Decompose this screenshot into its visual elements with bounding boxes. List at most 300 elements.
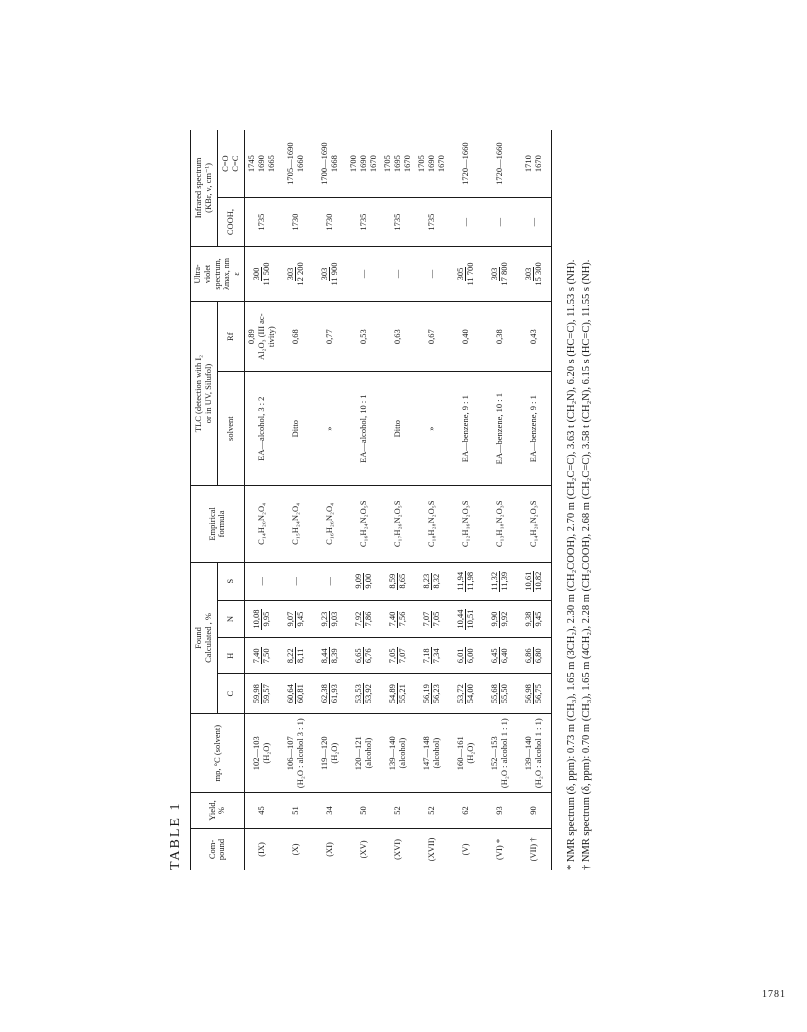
nitrogen-found: 7,40 [386,611,397,627]
solvent-cell [313,372,347,486]
rf-cell [517,302,552,372]
solvent-value: EA—benzene, 9 : 1 [527,395,538,463]
hydrogen-found: 7,05 [386,648,397,664]
table-row [347,130,381,870]
table-body [244,130,551,870]
yield-value: 50 [357,806,368,815]
mp-cell [244,714,279,793]
formula-cell [381,485,415,562]
carbon-found: 56,19 [420,684,431,704]
yield-value: 62 [459,806,470,815]
mp-value: 147—148 [421,736,432,771]
carbon-found: 54,89 [386,684,397,704]
mp-solvent: (H₂O : alcohol 1 : 1) [498,718,509,789]
yield-cell [244,793,279,829]
rf-cell [279,302,313,372]
compound-cell [279,828,313,870]
yield-cell [415,793,449,829]
mp-solvent: (H₂O) [464,742,475,764]
co-cc-value: 1745 1690 1665 [246,155,276,173]
page-number: 1781 [762,989,786,1000]
uv-found: 303 [318,267,329,281]
header-uv: Ultra- violet spectrum, λmax, nm ε [191,246,245,301]
compound-label: (VII) † [527,837,538,862]
nitrogen-found: 9,38 [522,611,533,627]
carbon-calculated: 54,00 [465,684,476,704]
carbon-calculated: 53,92 [363,684,374,704]
carbon-calculated: 56,75 [533,684,544,704]
sulfur-found: 8,23 [420,573,431,589]
co-cc-cell [347,130,381,198]
header-rf: Rf [217,302,244,372]
mp-solvent: (alcohol) [396,737,407,769]
n-cell [483,600,517,638]
rf-value: 0,43 [527,329,538,345]
carbon-fraction [388,683,409,704]
solvent-value: Ditto [391,419,402,438]
sulfur: — [323,576,334,586]
formula-cell [313,485,347,562]
solvent-cell [244,372,279,486]
cooh-cell [313,198,347,247]
co-cc-value: 1700—1690 1668 [319,142,339,185]
rf-value: 0,68 [289,329,300,345]
sulfur-fraction [388,573,409,590]
mp-value: 139—140 [523,736,534,771]
uv-cell [279,246,313,301]
yield-value: 90 [527,806,538,815]
uv: — [357,269,368,279]
formula-cell [415,485,449,562]
header-formula: Empirical formula [191,485,245,562]
solvent-value: EA—alcohol, 10 : 1 [357,394,368,463]
compound-label: (XVI) [391,839,402,860]
formula-value: C₁₈H₂₈N₂O₅S [425,500,436,548]
header-compound: Com- pound [206,838,227,861]
data-table [190,130,552,870]
c-cell [244,674,279,714]
carbon-fraction [252,683,273,704]
yield-value: 51 [289,806,300,815]
mp-solvent: (H₂O) [260,742,271,764]
compound-cell [313,828,347,870]
header-cooh: COOH, [217,198,244,247]
carbon-fraction [286,683,307,704]
h-cell [244,638,279,674]
yield-cell [279,793,313,829]
c-cell [347,674,381,714]
compound-label: (XI) [323,842,334,857]
sulfur-fraction [456,571,477,592]
hydrogen-calculated: 8,39 [329,648,340,664]
hydrogen-found: 6,65 [352,648,363,664]
co-cc-cell [415,130,449,198]
header-mp: mp, °C (solvent) [191,714,245,793]
cooh-cell [279,198,313,247]
solvent-cell [381,372,415,486]
hydrogen-found: 7,40 [250,648,261,664]
mp-cell [449,714,483,793]
co-cc-cell [517,130,552,198]
co-cc-value: 1705 1695 1670 [382,155,412,173]
c-cell [483,674,517,714]
hydrogen-calculated: 6,00 [465,648,476,664]
rf-value: 0,67 [425,329,436,345]
header-s: S [217,562,244,600]
uv-cell [244,246,279,301]
sulfur-calculated: 10,82 [533,571,544,591]
hydrogen-calculated: 7,34 [431,648,442,664]
nitrogen-found: 10,08 [250,609,261,629]
cooh-cell [415,198,449,247]
nitrogen-fraction [456,609,477,630]
formula-value: C₁₇H₂₆N₂O₅S [391,500,402,548]
uv-cell [347,246,381,301]
footnote-dagger: † NMR spectrum (δ, ppm): 0.70 m (CH₃), 1.65 m (4CH₂), 2.28 m (CH₂COOH), 2.68 m (CH₂C=C), 3.58 t (CH₂N), 6.15 s (HC=C), 11.55 s (NH). [581,259,593,870]
carbon-fraction [422,683,443,704]
mp-cell [483,714,517,793]
hydrogen-found: 6,86 [522,648,533,664]
hydrogen-found: 6,45 [488,648,499,664]
solvent-cell [449,372,483,486]
uv-calculated: 17 800 [499,262,510,286]
yield-value: 93 [493,806,504,815]
cooh-value: — [493,217,504,227]
nitrogen-calculated: 10,51 [465,609,476,629]
mp-cell [381,714,415,793]
rf-value: 0,53 [357,329,368,345]
table-row [517,130,552,870]
uv-found: 303 [522,267,533,281]
uv-fraction [320,262,341,285]
carbon-calculated: 56,23 [431,684,442,704]
solvent-value: » [425,426,436,431]
co-cc-value: 1720—1660 [493,142,504,185]
nitrogen-found: 10,44 [454,609,465,629]
uv-fraction [252,262,273,285]
cooh-value: — [527,217,538,227]
sulfur: — [255,576,266,586]
uv-fraction [524,262,545,285]
cooh-cell [381,198,415,247]
compound-cell [381,828,415,870]
uv-found: 305 [454,267,465,281]
c-cell [381,674,415,714]
s-cell [415,562,449,600]
co-cc-cell [244,130,279,198]
mp-value: 120—121 [353,736,364,771]
co-cc-cell [381,130,415,198]
sulfur-found: 11,94 [454,571,465,591]
carbon-calculated: 55,21 [397,684,408,704]
co-cc-value: 1705—1690 1660 [285,142,305,185]
hydrogen-calculated: 8,11 [295,648,306,664]
s-cell [483,562,517,600]
rf-cell [244,302,279,372]
yield-value: 52 [391,806,402,815]
solvent-cell [279,372,313,486]
hydrogen-fraction [524,647,545,664]
hydrogen-calculated: 6,40 [499,648,510,664]
uv-found: 300 [250,267,261,281]
mp-solvent: (H₂O : alcohol 1 : 1) [532,718,543,789]
uv-calculated: 11 900 [329,262,340,286]
uv-fraction [286,262,307,285]
cooh-value: 1730 [323,213,334,231]
solvent-value: EA—benzene, 9 : 1 [459,395,470,463]
cooh-value: 1735 [357,213,368,231]
sulfur-found: 11,32 [488,571,499,591]
uv-cell [313,246,347,301]
compound-label: (X) [289,843,300,856]
mp-value: 102—103 [251,736,262,771]
nitrogen-fraction [354,611,375,628]
carbon-fraction [320,683,341,704]
table-row [244,130,279,870]
table-row [449,130,483,870]
hydrogen-fraction [286,647,307,664]
uv-calculated: 11 700 [465,262,476,286]
mp-value: 106—107 [285,736,296,771]
cooh-value: 1735 [391,213,402,231]
mp-cell [313,714,347,793]
co-cc-value: 1720—1660 [459,142,470,185]
solvent-cell [483,372,517,486]
mp-value: 119—120 [319,736,330,771]
s-cell [279,562,313,600]
header-ir: Infrared spectrum (KBr, ν, cm⁻¹) [191,130,218,246]
formula-cell [279,485,313,562]
yield-value: 52 [425,806,436,815]
uv-calculated: 11 500 [261,262,272,286]
formula-value: C₁₂H₁₆N₂O₃S [459,500,470,548]
rf-cell [347,302,381,372]
rf-value: 0,77 [323,329,334,345]
hydrogen-calculated: 7,50 [261,648,272,664]
carbon-fraction [490,683,511,704]
uv-cell [381,246,415,301]
header-c: C [217,674,244,714]
cooh-cell [517,198,552,247]
co-cc-cell [449,130,483,198]
sulfur-found: 10,61 [522,571,533,591]
table-row [381,130,415,870]
header-h: H [217,638,244,674]
uv-found: 303 [284,267,295,281]
s-cell [517,562,552,600]
carbon-found: 60,64 [284,684,295,704]
formula-value: C₁₄H₂₀N₂O₃S [527,500,538,548]
hydrogen-calculated: 6,76 [363,648,374,664]
nitrogen-calculated: 7,56 [397,611,408,627]
compound-cell [483,828,517,870]
s-cell [449,562,483,600]
mp-cell [279,714,313,793]
compound-cell [347,828,381,870]
cooh-cell [449,198,483,247]
hydrogen-calculated: 7,07 [397,648,408,664]
h-cell [415,638,449,674]
solvent-value: Ditto [289,419,300,438]
compound-cell [244,828,279,870]
rotated-table-page [168,130,623,870]
nitrogen-calculated: 7,86 [363,611,374,627]
hydrogen-fraction [422,647,443,664]
cooh-cell [483,198,517,247]
n-cell [347,600,381,638]
co-cc-value: 1700 1690 1670 [348,155,378,173]
h-cell [313,638,347,674]
uv-found: 303 [488,267,499,281]
formula-value: C₁₆H₂₄N₂O₅S [357,500,368,548]
nitrogen-calculated: 9,45 [295,611,306,627]
yield-value: 34 [323,806,334,815]
formula-value: C₁₆H₂₆N₂O₄ [323,502,334,545]
hydrogen-found: 7,18 [420,648,431,664]
yield-cell [313,793,347,829]
uv-cell [517,246,552,301]
hydrogen-found: 8,44 [318,648,329,664]
mp-solvent: (H₂O : alcohol 3 : 1) [294,718,305,789]
rf-value: 0,63 [391,329,402,345]
table-row [415,130,449,870]
footnotes [564,130,594,870]
nitrogen-fraction [490,611,511,628]
hydrogen-fraction [320,647,341,664]
formula-cell [449,485,483,562]
rf-value: 0,40 [459,329,470,345]
hydrogen-fraction [354,647,375,664]
solvent-cell [347,372,381,486]
nitrogen-calculated: 9,45 [533,611,544,627]
formula-value: C₁₅H₂₄N₂O₄ [289,502,300,545]
footnote-star: * NMR spectrum (δ, ppm): 0.73 m (CH₃), 1.65 m (3CH₂), 2.30 m (CH₂COOH), 2.70 m (CH₂C=C), 3.63 t (CH₂N), 6.20 s (HC=C), 11.53 s (NH). [566,259,577,870]
carbon-calculated: 55,50 [499,684,510,704]
nitrogen-found: 7,07 [420,611,431,627]
carbon-fraction [524,683,545,704]
s-cell [381,562,415,600]
uv-cell [449,246,483,301]
mp-cell [347,714,381,793]
uv-fraction [490,262,511,285]
formula-value: C₁₄H₂₀N₂O₄ [255,502,266,545]
header-solvent: solvent [217,372,244,486]
formula-cell [347,485,381,562]
yield-value: 45 [255,806,266,815]
nitrogen-calculated: 7,05 [431,611,442,627]
co-cc-value: 1705 1690 1670 [416,155,446,173]
nitrogen-found: 7,92 [352,611,363,627]
rf-cell [381,302,415,372]
cooh-value: 1735 [255,213,266,231]
carbon-calculated: 59,57 [261,684,272,704]
c-cell [449,674,483,714]
h-cell [449,638,483,674]
sulfur-found: 9,09 [352,573,363,589]
solvent-value: » [323,426,334,431]
s-cell [244,562,279,600]
n-cell [279,600,313,638]
header-n: N [217,600,244,638]
mp-value: 160—161 [455,736,466,771]
carbon-found: 55,68 [488,684,499,704]
co-cc-cell [313,130,347,198]
n-cell [517,600,552,638]
carbon-found: 53,53 [352,684,363,704]
c-cell [517,674,552,714]
sulfur-calculated: 8,32 [431,573,442,589]
sulfur-calculated: 9,00 [363,573,374,589]
nitrogen-found: 9,07 [284,611,295,627]
sulfur-calculated: 11,39 [499,571,510,591]
formula-cell [244,485,279,562]
solvent-value: EA—benzene, 10 : 1 [493,393,504,465]
co-cc-value: 1710 1670 [523,155,543,173]
n-cell [415,600,449,638]
sulfur-fraction [490,571,511,592]
carbon-fraction [456,683,477,704]
table-row [483,130,517,870]
mp-cell [517,714,552,793]
hydrogen-calculated: 6,80 [533,648,544,664]
rf-cell [483,302,517,372]
cooh-value: 1730 [289,213,300,231]
table-row [279,130,313,870]
formula-cell [517,485,552,562]
formula-value: C₁₃H₁₈N₂O₃S [493,500,504,548]
uv: — [425,269,436,279]
compound-cell [449,828,483,870]
n-cell [449,600,483,638]
solvent-cell [415,372,449,486]
nitrogen-fraction [388,611,409,628]
yield-cell [449,793,483,829]
compound-cell [517,828,552,870]
rf-value: 0,38 [493,329,504,345]
nitrogen-fraction [422,611,443,628]
mp-solvent: (H₂O) [328,742,339,764]
nitrogen-fraction [320,611,341,628]
carbon-fraction [354,683,375,704]
nitrogen-fraction [252,609,273,630]
table-title: TABLE 1 [168,801,183,870]
hydrogen-fraction [388,647,409,664]
sulfur: — [289,576,300,586]
h-cell [347,638,381,674]
n-cell [381,600,415,638]
nitrogen-found: 9,90 [488,611,499,627]
uv-cell [415,246,449,301]
hydrogen-found: 6,01 [454,648,465,664]
nitrogen-calculated: 9,92 [499,611,510,627]
nitrogen-calculated: 9,95 [261,611,272,627]
sulfur-calculated: 8,65 [397,573,408,589]
nitrogen-found: 9,23 [318,611,329,627]
yield-cell [483,793,517,829]
sulfur-fraction [422,573,443,590]
compound-label: (XVII) [425,837,436,862]
header-yield: Yield, % [191,793,245,829]
c-cell [313,674,347,714]
yield-cell [517,793,552,829]
mp-solvent: (alcohol) [362,737,373,769]
hydrogen-found: 8,22 [284,648,295,664]
uv: — [391,269,402,279]
compound-label: (IX) [255,842,266,857]
uv-calculated: 12 200 [295,262,306,286]
h-cell [381,638,415,674]
uv-cell [483,246,517,301]
